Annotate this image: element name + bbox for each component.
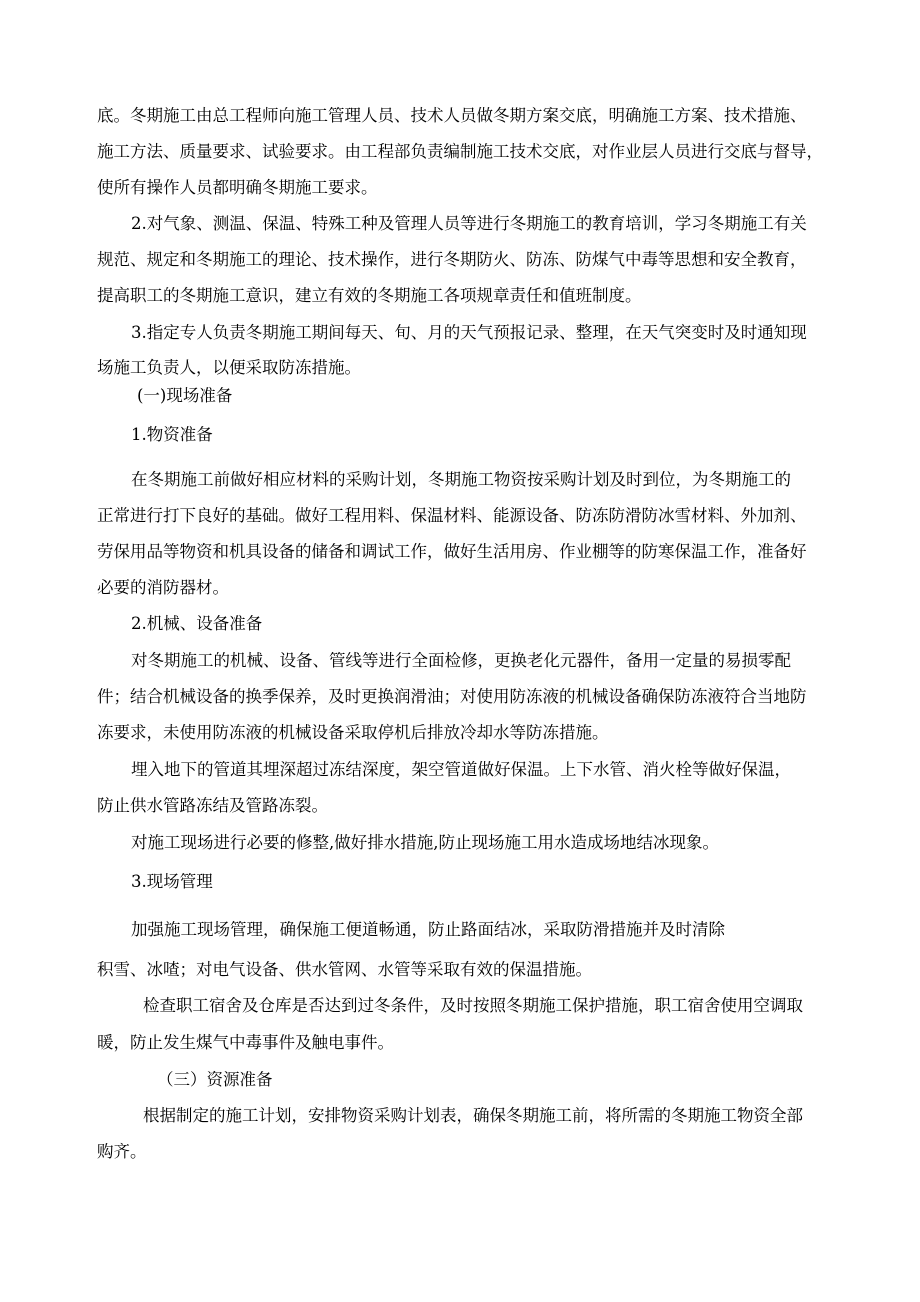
paragraph-line: 3.指定专人负责冬期施工期间每天、旬、月的天气预报记录、整理，在天气突变时及时通知现 xyxy=(131,323,807,342)
subsection-heading: 1.物资准备 xyxy=(131,425,213,444)
paragraph-line: 在冬期施工前做好相应材料的采购计划，冬期施工物资按采购计划及时到位，为冬期施工的 xyxy=(131,470,791,489)
subsection-heading: 2.机械、设备准备 xyxy=(131,614,263,633)
paragraph-line: 根据制定的施工计划，安排物资采购计划表，确保冬期施工前，将所需的冬期施工物资全部 xyxy=(143,1106,803,1125)
section-heading: （三）资源准备 xyxy=(157,1070,273,1089)
paragraph-line: 对冬期施工的机械、设备、管线等进行全面检修，更换老化元器件，备用一定量的易损零配 xyxy=(131,651,791,670)
paragraph-line: 使所有操作人员都明确冬期施工要求。 xyxy=(97,178,378,197)
subsection-heading: 3.现场管理 xyxy=(131,872,213,891)
paragraph-line: 检查职工宿舍及仓库是否达到过冬条件，及时按照冬期施工保护措施，职工宿舍使用空调取 xyxy=(143,996,803,1015)
paragraph-line: 对施工现场进行必要的修整,做好排水措施,防止现场施工用水造成场地结冰现象。 xyxy=(131,833,719,852)
paragraph-line: 场施工负责人，以便采取防冻措施。 xyxy=(97,358,361,377)
paragraph-line: 规范、规定和冬期施工的理论、技术操作，进行冬期防火、防冻、防煤气中毒等思想和安全教育， xyxy=(97,250,807,269)
paragraph-line: 加强施工现场管理，确保施工便道畅通，防止路面结冰，采取防滑措施并及时清除 xyxy=(131,920,725,939)
paragraph-line: 购齐。 xyxy=(97,1142,147,1161)
section-heading: (一)现场准备 xyxy=(137,386,233,405)
paragraph-line: 施工方法、质量要求、试验要求。由工程部负责编制施工技术交底，对作业层人员进行交底与督导， xyxy=(97,142,823,161)
paragraph-line: 埋入地下的管道其埋深超过冻结深度，架空管道做好保温。上下水管、消火栓等做好保温， xyxy=(131,760,791,779)
paragraph-line: 防止供水管路冻结及管路冻裂。 xyxy=(97,796,328,815)
paragraph-line: 2.对气象、测温、保温、特殊工种及管理人员等进行冬期施工的教育培训，学习冬期施工有关 xyxy=(131,214,807,233)
paragraph-line: 积雪、冰喳；对电气设备、供水管网、水管等采取有效的保温措施。 xyxy=(97,960,592,979)
paragraph-line: 底。冬期施工由总工程师向施工管理人员、技术人员做冬期方案交底，明确施工方案、技术措施、 xyxy=(97,106,807,125)
paragraph-line: 件；结合机械设备的换季保养，及时更换润滑油；对使用防冻液的机械设备确保防冻液符合当地防 xyxy=(97,687,807,706)
paragraph-line: 冻要求，未使用防冻液的机械设备采取停机后排放冷却水等防冻措施。 xyxy=(97,723,609,742)
paragraph-line: 劳保用品等物资和机具设备的储备和调试工作，做好生活用房、作业棚等的防寒保温工作，准备好 xyxy=(97,542,807,561)
paragraph-line: 提高职工的冬期施工意识，建立有效的冬期施工各项规章责任和值班制度。 xyxy=(97,286,642,305)
paragraph-line: 暖，防止发生煤气中毒事件及触电事件。 xyxy=(97,1033,394,1052)
paragraph-line: 必要的消防器材。 xyxy=(97,578,229,597)
paragraph-line: 正常进行打下良好的基础。做好工程用料、保温材料、能源设备、防冻防滑防冰雪材料、外加剂、 xyxy=(97,506,807,525)
